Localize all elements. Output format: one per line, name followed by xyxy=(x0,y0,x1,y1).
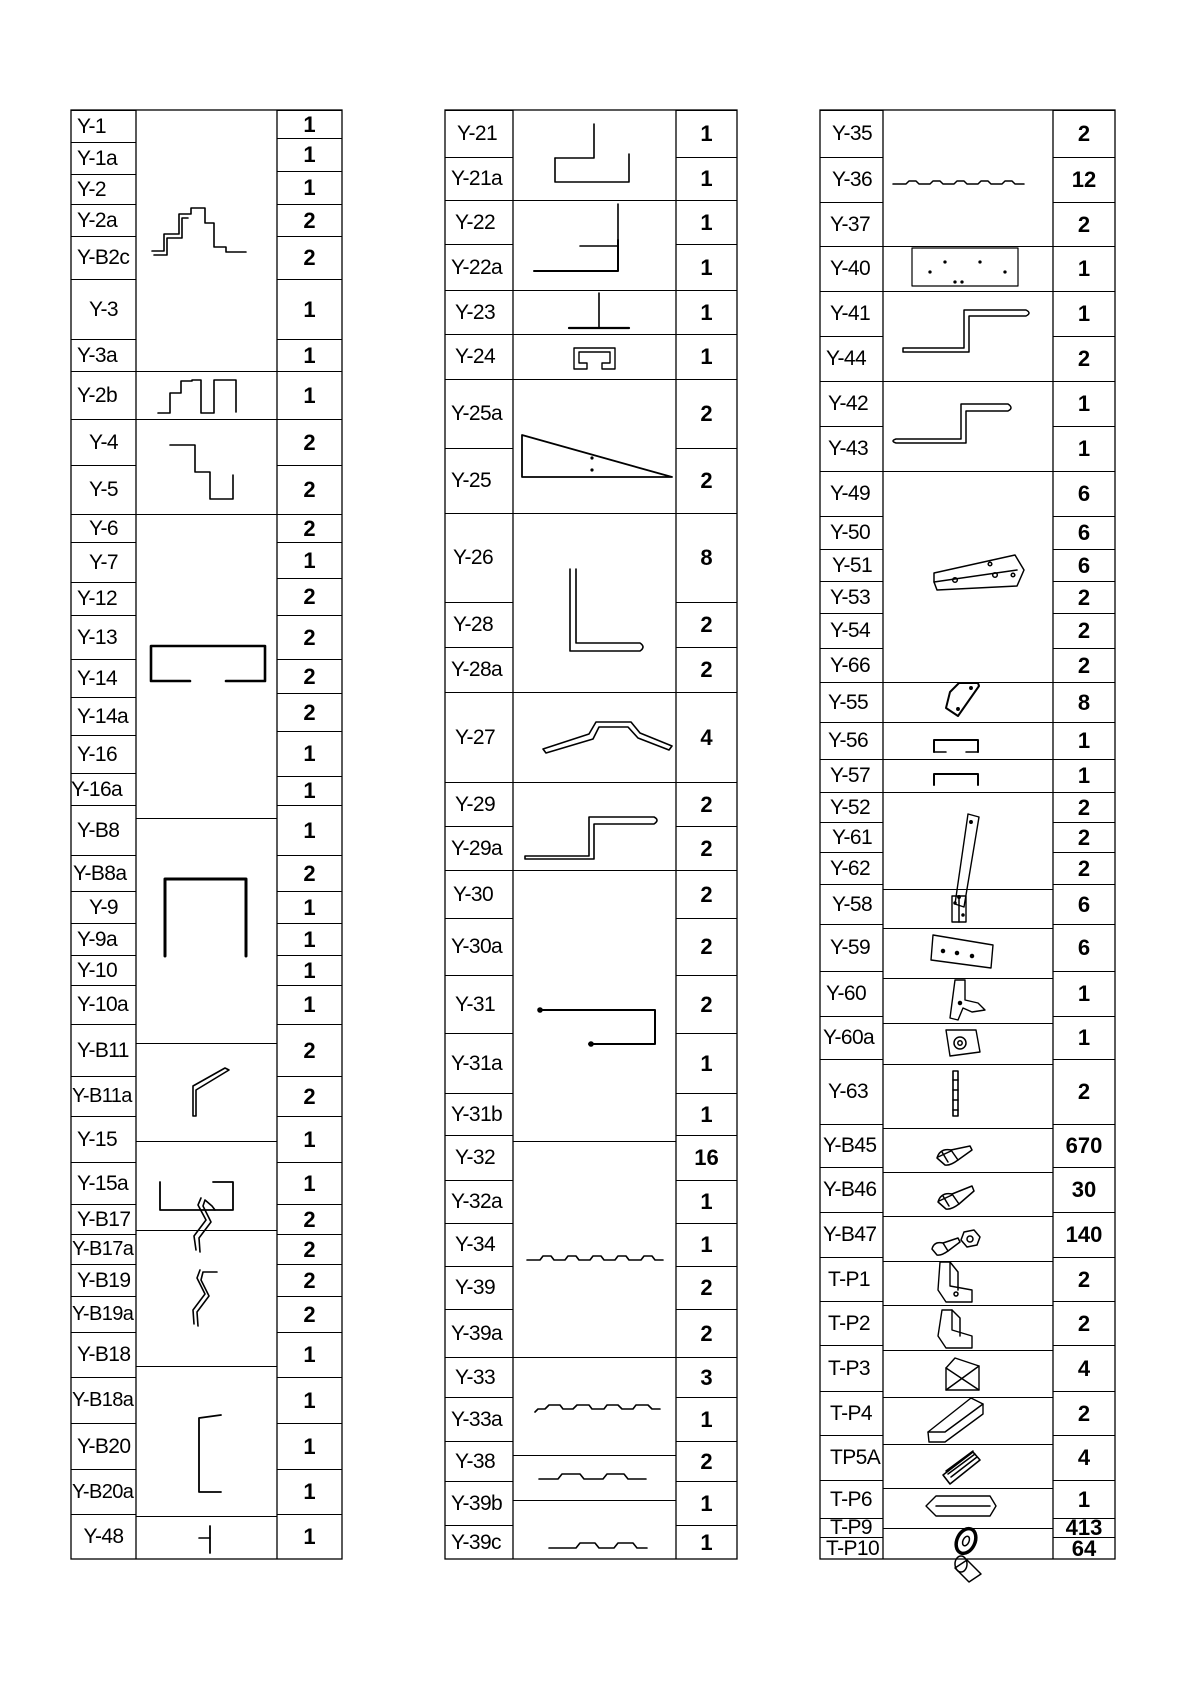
part-qty: 2 xyxy=(1053,792,1115,822)
part-qty: 4 xyxy=(676,692,737,782)
part-code: Y-30 xyxy=(445,870,513,918)
part-qty: 1 xyxy=(277,1514,342,1559)
part-qty: 2 xyxy=(676,1266,737,1309)
part-qty: 1 xyxy=(676,1525,737,1559)
part-code: Y-B20a xyxy=(71,1469,136,1514)
part-code: Y-25a xyxy=(445,379,513,448)
part-code: Y-6 xyxy=(71,514,136,542)
part-code: Y-26 xyxy=(445,513,513,602)
part-qty: 6 xyxy=(1053,884,1115,924)
part-qty: 64 xyxy=(1053,1537,1115,1559)
part-qty: 1 xyxy=(277,279,342,339)
part-qty: 3 xyxy=(676,1357,737,1397)
part-code: Y-B8 xyxy=(71,805,136,855)
part-code: Y-37 xyxy=(820,202,883,246)
picture-group-divider xyxy=(883,1444,1053,1445)
part-qty: 2 xyxy=(277,615,342,659)
picture-group-divider xyxy=(883,792,1053,793)
picture-group-divider xyxy=(883,759,1053,760)
picture-group-divider xyxy=(883,1172,1053,1173)
part-code: Y-27 xyxy=(445,692,513,782)
part-qty: 1 xyxy=(277,923,342,955)
part-code: Y-10 xyxy=(71,955,136,985)
part-code: Y-50 xyxy=(820,516,883,549)
part-code: Y-2 xyxy=(71,174,136,204)
part-qty: 1 xyxy=(1053,1480,1115,1518)
part-code: Y-58 xyxy=(820,884,883,924)
part-code: TP5A xyxy=(820,1435,883,1480)
part-code: T-P10 xyxy=(820,1537,883,1559)
picture-group-divider xyxy=(883,682,1053,683)
part-code: Y-21 xyxy=(445,110,513,157)
part-code: Y-3 xyxy=(71,279,136,339)
part-qty: 2 xyxy=(277,659,342,693)
part-code: Y-38 xyxy=(445,1441,513,1481)
part-code: T-P2 xyxy=(820,1301,883,1345)
part-qty: 1 xyxy=(1053,971,1115,1016)
part-code: Y-B20 xyxy=(71,1423,136,1469)
part-code: Y-24 xyxy=(445,334,513,379)
part-code: Y-14a xyxy=(71,697,136,735)
part-code: Y-57 xyxy=(820,759,883,792)
part-code: Y-39b xyxy=(445,1481,513,1525)
part-qty: 16 xyxy=(676,1135,737,1180)
part-code: Y-28 xyxy=(445,602,513,647)
part-code: Y-9a xyxy=(71,923,136,955)
picture-group-divider xyxy=(883,1528,1053,1529)
part-code: Y-15a xyxy=(71,1162,136,1204)
picture-group-divider xyxy=(513,870,676,871)
part-qty: 1 xyxy=(676,1093,737,1135)
picture-group-divider xyxy=(883,928,1053,929)
part-qty: 2 xyxy=(277,578,342,615)
part-qty: 1 xyxy=(676,1397,737,1441)
part-code: Y-60 xyxy=(820,971,883,1016)
part-qty: 2 xyxy=(277,1234,342,1264)
picture-group-divider xyxy=(513,290,676,291)
part-code: Y-39a xyxy=(445,1309,513,1357)
part-code: Y-14 xyxy=(71,659,136,697)
part-code: T-P4 xyxy=(820,1391,883,1435)
part-code: Y-B18a xyxy=(71,1377,136,1423)
part-code: Y-B11a xyxy=(71,1076,136,1116)
part-qty: 2 xyxy=(277,855,342,891)
part-code: Y-29a xyxy=(445,826,513,870)
part-code: Y-3a xyxy=(71,339,136,371)
part-qty: 2 xyxy=(676,1309,737,1357)
part-qty: 1 xyxy=(676,244,737,290)
part-qty: 2 xyxy=(1053,1301,1115,1345)
picture-group-divider xyxy=(883,471,1053,472)
part-code: Y-7 xyxy=(71,542,136,582)
part-code: Y-42 xyxy=(820,381,883,426)
part-code: Y-B18 xyxy=(71,1332,136,1377)
part-code: Y-B19 xyxy=(71,1264,136,1296)
picture-group-divider xyxy=(883,1128,1053,1129)
part-qty: 2 xyxy=(676,975,737,1033)
part-qty: 2 xyxy=(676,918,737,975)
part-qty: 2 xyxy=(277,1076,342,1116)
part-code: Y-B17 xyxy=(71,1204,136,1234)
part-qty: 2 xyxy=(1053,336,1115,381)
part-code: Y-66 xyxy=(820,648,883,682)
part-qty: 2 xyxy=(1053,1391,1115,1435)
part-qty: 2 xyxy=(676,826,737,870)
part-qty: 1 xyxy=(277,805,342,855)
part-code: Y-49 xyxy=(820,471,883,516)
part-code: Y-34 xyxy=(445,1223,513,1266)
part-code: Y-31 xyxy=(445,975,513,1033)
part-qty: 2 xyxy=(1053,852,1115,884)
part-code: Y-39 xyxy=(445,1266,513,1309)
part-qty: 413 xyxy=(1053,1518,1115,1537)
part-qty: 2 xyxy=(676,870,737,918)
part-qty: 1 xyxy=(277,1377,342,1423)
part-qty: 1 xyxy=(277,371,342,419)
part-code: T-P6 xyxy=(820,1480,883,1518)
part-code: Y-1a xyxy=(71,142,136,174)
part-qty: 2 xyxy=(277,204,342,236)
part-code: Y-B8a xyxy=(71,855,136,891)
part-code: Y-B45 xyxy=(820,1124,883,1167)
part-qty: 1 xyxy=(676,110,737,157)
part-code: Y-51 xyxy=(820,549,883,581)
picture-group-divider xyxy=(513,692,676,693)
part-code: Y-16 xyxy=(71,735,136,773)
picture-group-divider xyxy=(883,889,1053,890)
part-qty: 1 xyxy=(1053,381,1115,426)
part-qty: 1 xyxy=(277,1423,342,1469)
part-qty: 1 xyxy=(1053,246,1115,291)
part-code: Y-22a xyxy=(445,244,513,290)
part-qty: 1 xyxy=(277,110,342,138)
part-code: T-P1 xyxy=(820,1257,883,1301)
part-code: Y-12 xyxy=(71,582,136,615)
parts-column-1 xyxy=(71,110,342,1559)
part-code: Y-16a xyxy=(71,773,136,805)
part-qty: 1 xyxy=(277,1469,342,1514)
part-qty: 1 xyxy=(676,200,737,244)
picture-group-divider xyxy=(136,818,277,819)
part-code: Y-9 xyxy=(71,891,136,923)
part-code: Y-40 xyxy=(820,246,883,291)
picture-group-divider xyxy=(136,1141,277,1142)
part-qty: 2 xyxy=(1053,822,1115,852)
picture-group-divider xyxy=(136,1366,277,1367)
part-code: T-P3 xyxy=(820,1345,883,1391)
part-code: Y-29 xyxy=(445,782,513,826)
part-qty: 6 xyxy=(1053,516,1115,549)
part-qty: 30 xyxy=(1053,1167,1115,1212)
picture-group-divider xyxy=(883,1023,1053,1024)
part-code: Y-B47 xyxy=(820,1212,883,1257)
picture-group-divider xyxy=(883,381,1053,382)
part-code: Y-13 xyxy=(71,615,136,659)
part-qty: 2 xyxy=(1053,1059,1115,1124)
part-qty: 8 xyxy=(1053,682,1115,722)
part-code: Y-60a xyxy=(820,1016,883,1059)
part-qty: 1 xyxy=(277,171,342,204)
part-code: Y-23 xyxy=(445,290,513,334)
picture-group-divider xyxy=(136,419,277,420)
part-qty: 1 xyxy=(676,157,737,200)
part-code: Y-B11 xyxy=(71,1024,136,1076)
part-code: Y-22 xyxy=(445,200,513,244)
part-qty: 1 xyxy=(277,1162,342,1204)
picture-group-divider xyxy=(883,291,1053,292)
part-qty: 4 xyxy=(1053,1435,1115,1480)
part-qty: 2 xyxy=(277,419,342,465)
part-code: Y-2b xyxy=(71,371,136,419)
part-code: Y-33a xyxy=(445,1397,513,1441)
part-qty: 1 xyxy=(277,1332,342,1377)
part-code: Y-63 xyxy=(820,1059,883,1124)
part-qty: 2 xyxy=(676,448,737,513)
part-qty: 140 xyxy=(1053,1212,1115,1257)
part-code: Y-21a xyxy=(445,157,513,200)
part-code: Y-52 xyxy=(820,792,883,822)
part-qty: 2 xyxy=(277,1024,342,1076)
part-code: Y-2a xyxy=(71,204,136,236)
part-code: Y-28a xyxy=(445,647,513,692)
part-qty: 2 xyxy=(1053,613,1115,648)
picture-group-divider xyxy=(136,1230,277,1231)
part-code: T-P9 xyxy=(820,1518,883,1537)
picture-group-divider xyxy=(136,371,277,372)
part-code: Y-56 xyxy=(820,722,883,759)
picture-group-divider xyxy=(883,1216,1053,1217)
part-qty: 6 xyxy=(1053,924,1115,971)
part-code: Y-31a xyxy=(445,1033,513,1093)
part-code: Y-48 xyxy=(71,1514,136,1559)
picture-group-divider xyxy=(513,200,676,201)
part-qty: 2 xyxy=(676,379,737,448)
picture-group-divider xyxy=(136,1043,277,1044)
part-qty: 670 xyxy=(1053,1124,1115,1167)
part-code: Y-53 xyxy=(820,581,883,613)
part-code: Y-32 xyxy=(445,1135,513,1180)
part-qty: 1 xyxy=(676,334,737,379)
part-qty: 12 xyxy=(1053,157,1115,202)
part-code: Y-55 xyxy=(820,682,883,722)
part-qty: 1 xyxy=(1053,1016,1115,1059)
part-qty: 1 xyxy=(676,290,737,334)
part-qty: 2 xyxy=(1053,110,1115,157)
part-code: Y-5 xyxy=(71,465,136,514)
part-code: Y-41 xyxy=(820,291,883,336)
parts-column-3 xyxy=(820,110,1115,1559)
part-qty: 1 xyxy=(676,1481,737,1525)
bushing-icon xyxy=(955,1556,981,1582)
part-code: Y-59 xyxy=(820,924,883,971)
part-code: Y-54 xyxy=(820,613,883,648)
part-code: Y-B17a xyxy=(71,1234,136,1264)
part-qty: 1 xyxy=(277,542,342,578)
part-qty: 8 xyxy=(676,513,737,602)
part-qty: 1 xyxy=(277,891,342,923)
part-code: Y-4 xyxy=(71,419,136,465)
part-qty: 1 xyxy=(676,1033,737,1093)
part-code: Y-44 xyxy=(820,336,883,381)
part-code: Y-39c xyxy=(445,1525,513,1559)
picture-group-divider xyxy=(513,1357,676,1358)
part-code: Y-25 xyxy=(445,448,513,513)
part-qty: 1 xyxy=(676,1180,737,1223)
part-code: Y-35 xyxy=(820,110,883,157)
part-qty: 2 xyxy=(277,1264,342,1296)
picture-group-divider xyxy=(513,513,676,514)
picture-group-divider xyxy=(883,1350,1053,1351)
part-code: Y-36 xyxy=(820,157,883,202)
part-code: Y-43 xyxy=(820,426,883,471)
part-qty: 2 xyxy=(676,1441,737,1481)
picture-group-divider xyxy=(883,722,1053,723)
part-qty: 1 xyxy=(1053,426,1115,471)
part-code: Y-33 xyxy=(445,1357,513,1397)
picture-group-divider xyxy=(883,1488,1053,1489)
part-qty: 2 xyxy=(277,1296,342,1332)
part-qty: 2 xyxy=(277,465,342,514)
picture-group-divider xyxy=(513,1455,676,1456)
part-qty: 6 xyxy=(1053,471,1115,516)
picture-group-divider xyxy=(513,1500,676,1501)
part-code: Y-10a xyxy=(71,985,136,1024)
part-code: Y-32a xyxy=(445,1180,513,1223)
part-code: Y-B2c xyxy=(71,236,136,279)
picture-group-divider xyxy=(136,514,277,515)
parts-column-2 xyxy=(445,110,737,1559)
part-qty: 1 xyxy=(277,1116,342,1162)
part-code: Y-15 xyxy=(71,1116,136,1162)
picture-group-divider xyxy=(883,978,1053,979)
picture-group-divider xyxy=(883,1305,1053,1306)
part-code: Y-1 xyxy=(71,110,136,142)
part-qty: 4 xyxy=(1053,1345,1115,1391)
picture-group-divider xyxy=(513,334,676,335)
part-qty: 2 xyxy=(277,514,342,542)
part-qty: 2 xyxy=(1053,581,1115,613)
part-qty: 2 xyxy=(1053,648,1115,682)
part-qty: 2 xyxy=(676,647,737,692)
picture-group-divider xyxy=(513,1141,676,1142)
part-qty: 2 xyxy=(277,693,342,731)
picture-group-divider xyxy=(883,1261,1053,1262)
part-qty: 1 xyxy=(1053,722,1115,759)
part-qty: 2 xyxy=(676,602,737,647)
picture-group-divider xyxy=(513,782,676,783)
part-qty: 1 xyxy=(1053,759,1115,792)
part-qty: 2 xyxy=(1053,202,1115,246)
picture-group-divider xyxy=(883,246,1053,247)
part-qty: 1 xyxy=(277,138,342,171)
part-qty: 2 xyxy=(676,782,737,826)
part-code: Y-62 xyxy=(820,852,883,884)
part-qty: 1 xyxy=(277,776,342,805)
part-qty: 2 xyxy=(1053,1257,1115,1301)
part-qty: 1 xyxy=(1053,291,1115,336)
part-qty: 2 xyxy=(277,236,342,279)
picture-group-divider xyxy=(883,1064,1053,1065)
part-qty: 1 xyxy=(277,955,342,985)
part-qty: 1 xyxy=(277,339,342,371)
part-code: Y-30a xyxy=(445,918,513,975)
picture-group-divider xyxy=(136,1516,277,1517)
part-code: Y-61 xyxy=(820,822,883,852)
part-qty: 1 xyxy=(277,985,342,1024)
picture-group-divider xyxy=(513,379,676,380)
part-code: Y-B19a xyxy=(71,1296,136,1332)
part-qty: 2 xyxy=(277,1204,342,1234)
part-qty: 6 xyxy=(1053,549,1115,581)
part-code: Y-B46 xyxy=(820,1167,883,1212)
part-qty: 1 xyxy=(676,1223,737,1266)
picture-group-divider xyxy=(883,1397,1053,1398)
part-qty: 1 xyxy=(277,731,342,776)
part-code: Y-31b xyxy=(445,1093,513,1135)
